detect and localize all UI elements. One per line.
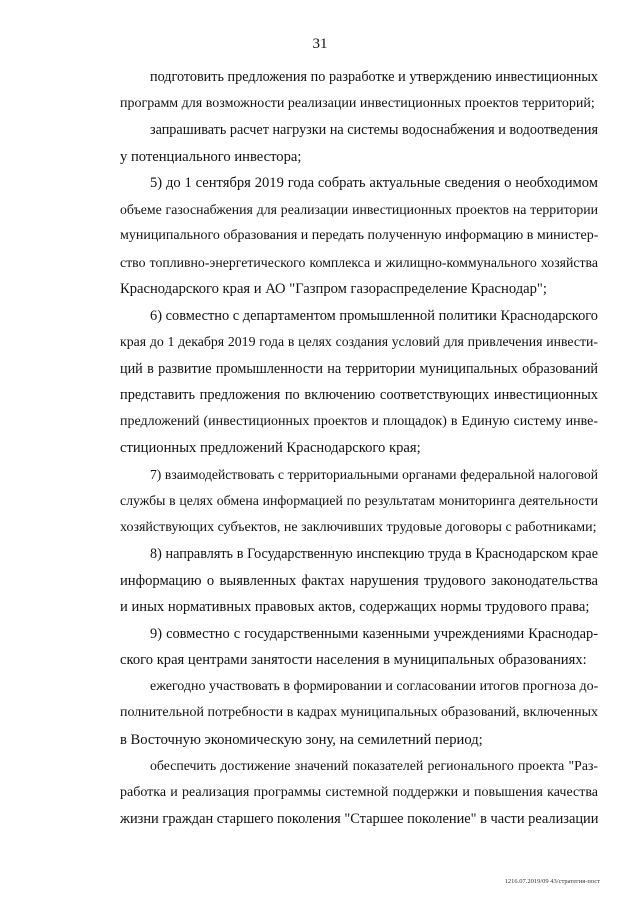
text-line: Краснодарского края и АО "Газпром газораспределение Краснодар"; [120,281,547,297]
text-line: службы в целях обмена информацией по результатам мониторинга деятельности [120,493,598,508]
text-line: хозяйствующих субъектов, не заключивших трудовые договоры с работниками; [120,519,597,535]
text-line: программ для возможности реализации инвестиционных проектов территорий; [120,95,595,111]
text-line: работка и реализация программы системной поддержки и повышения качества [120,784,598,800]
text-line: ежегодно участвовать в формировании и согласовании итогов прогноза до- [150,678,599,694]
text-line: подготовить предложения по разработке и утверждению инвестиционных [150,69,598,85]
text-line: 9) совместно с государственными казенными учреждениями Краснодар- [150,625,598,642]
text-line: стиционных предложений Краснодарского края; [120,440,421,456]
text-line: муниципального образования и передать полученную информацию в министер- [120,228,599,243]
text-line: 5) до 1 сентября 2019 года собрать актуальные сведения о необходимом [150,175,598,191]
text-line: представить предложения по включению соответствующих инвестиционных [120,387,598,403]
text-line: края до 1 декабря 2019 года в целях создания условий для привлечения инвести- [120,334,598,349]
footer-document-code: 1216.07.2019/09 43/стратегия-пост [504,878,600,885]
text-line: полнительной потребности в кадрах муниципальных образований, включенных [120,705,598,720]
text-line: ского края центрами занятости населения в муниципальных образованиях: [120,652,587,668]
text-line: и иных нормативных правовых актов, содержащих нормы трудового права; [120,599,590,615]
text-line: обеспечить достижение значений показателей регионального проекта "Раз- [150,758,598,773]
page-number: 31 [312,36,328,52]
text-line: в Восточную экономическую зону, на семилетний период; [120,731,483,748]
text-line: жизни граждан старшего поколения "Старшее поколение" в части реализации [120,811,599,827]
text-line: ство топливно-энергетического комплекса и жилищно-коммунального хозяйства [120,254,598,270]
body-text [120,64,598,833]
text-line: 7) взаимодействовать с территориальными органами федеральной налоговой [150,466,598,482]
text-line: информацию о выявленных фактах нарушения трудового законодательства [120,572,598,589]
text-line: 8) направлять в Государственную инспекцию труда в Краснодарском крае [150,546,598,562]
text-line: запрашивать расчет нагрузки на системы водоснабжения и водоотведения [150,122,598,138]
text-line: объеме газоснабжения для реализации инвестиционных проектов на территории [120,201,598,217]
text-line: предложений (инвестиционных проектов и площадок) в Единую систему инве- [120,413,598,429]
text-line: ций в развитие промышленности на территории муниципальных образований [120,360,598,377]
text-line: у потенциального инвестора; [120,148,302,165]
text-line: 6) совместно с департаментом промышленной политики Краснодарского [150,307,598,324]
